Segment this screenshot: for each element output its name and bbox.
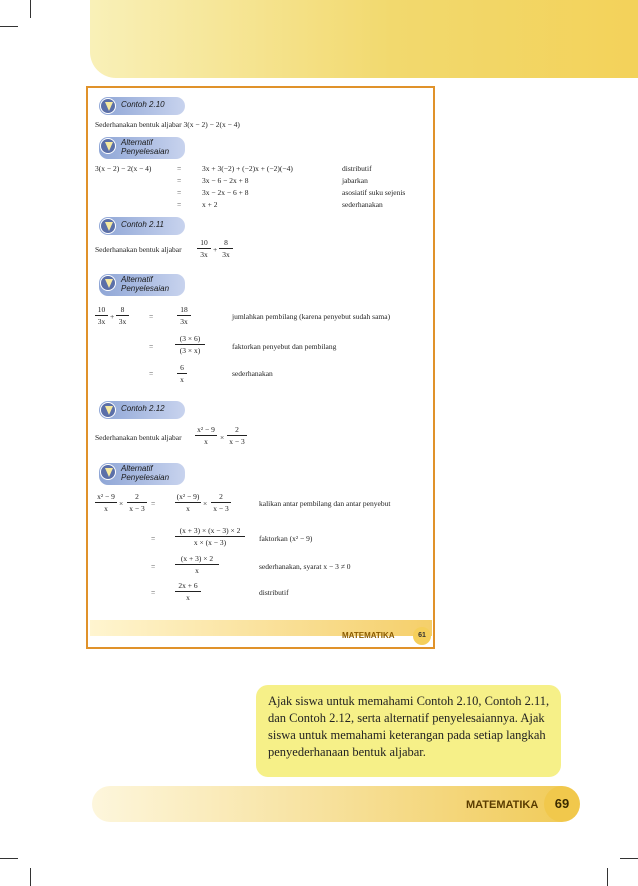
page-number: 69 — [544, 786, 580, 822]
crop-mark — [0, 26, 18, 27]
hourglass-icon — [100, 98, 116, 114]
crop-mark — [620, 858, 638, 859]
hourglass-icon — [100, 275, 116, 291]
crop-mark — [30, 868, 31, 886]
solution-header: Alternatif Penyelesaian — [99, 137, 185, 159]
crop-mark — [607, 868, 608, 886]
example-2-10-problem: Sederhanakan bentuk aljabar 3(x − 2) − 2(x − 4) — [95, 120, 240, 129]
hourglass-icon — [100, 218, 116, 234]
teacher-note: Ajak siswa untuk memahami Contoh 2.10, Contoh 2.11, dan Contoh 2.12, serta alternatif penyelesaiannya. Ajak siswa untuk memahami keterangan pada setiap langkah penyederhanaan bentuk aljabar. — [256, 685, 561, 777]
footer-label: MATEMATIKA — [466, 799, 539, 811]
hourglass-icon — [100, 402, 116, 418]
example-2-12-header: Contoh 2.12 — [99, 401, 185, 419]
inner-footer-label: MATEMATIKA — [342, 631, 395, 640]
ex210-lhs: 3(x − 2) − 2(x − 4) — [95, 164, 152, 173]
inner-page-number: 61 — [413, 627, 431, 645]
crop-mark — [30, 0, 31, 18]
textbook-page-box: Contoh 2.10 Sederhanakan bentuk aljabar 3(x − 2) − 2(x − 4) Alternatif Penyelesaian 3(x − 2) − 2(x − 4) = 3x + 3(−2) + (−2)x + (−2)(−4) distributif = 3x − 6 − 2x + 8 jabarkan = 3x − 2x − 6 + 8 asosiatif suku sejenis = x + 2 sederhanakan Contoh 2.11 Sederhanakan bentuk aljabar $\frac{10}{3x}$ + $\frac{8}{3x}$ Alternatif Penyelesaian $\frac{10}{3x}$ + $\frac{8}{3x}$ = $\frac{18}{3x}$ jumlahkan pembilang (karena penyebut sudah sama) = $\frac{(3 \times 6)}{(3 \times x)}$ faktorkan penyebut dan pembilang = $\frac{6}{x}$ sederhanakan Contoh 2.12 Sederhanakan bentuk aljabar $\frac{\text{x² − 9}}{x}$ × $\frac{2}{x - 3}$ Alternatif Penyelesaian $\frac{\text{x² − 9}}{x}$ × $\frac{2}{x - 3}$ = $\frac{\text{(x² − 9)}}{x}$ × $\frac{2}{x - 3}$ kalikan antar pembilang dan antar penyebut = $\frac{(x + 3) \times (x - 3) \times 2}{x \times (x - 3)}$ faktorkan (x² − 9) = $\frac{(x + 3) \times 2}{x}$ sederhanakan, syarat x − 3 ≠ 0 = $\frac{2x + 6}{x}$ distributif — [86, 86, 435, 649]
crop-mark — [0, 858, 18, 859]
hourglass-icon — [100, 464, 116, 480]
solution-header: Alternatif Penyelesaian — [99, 274, 185, 296]
hourglass-icon — [100, 138, 116, 154]
header-band — [90, 0, 638, 78]
example-2-11-header: Contoh 2.11 — [99, 217, 185, 235]
example-2-10-header: Contoh 2.10 — [99, 97, 185, 115]
solution-header: Alternatif Penyelesaian — [99, 463, 185, 485]
